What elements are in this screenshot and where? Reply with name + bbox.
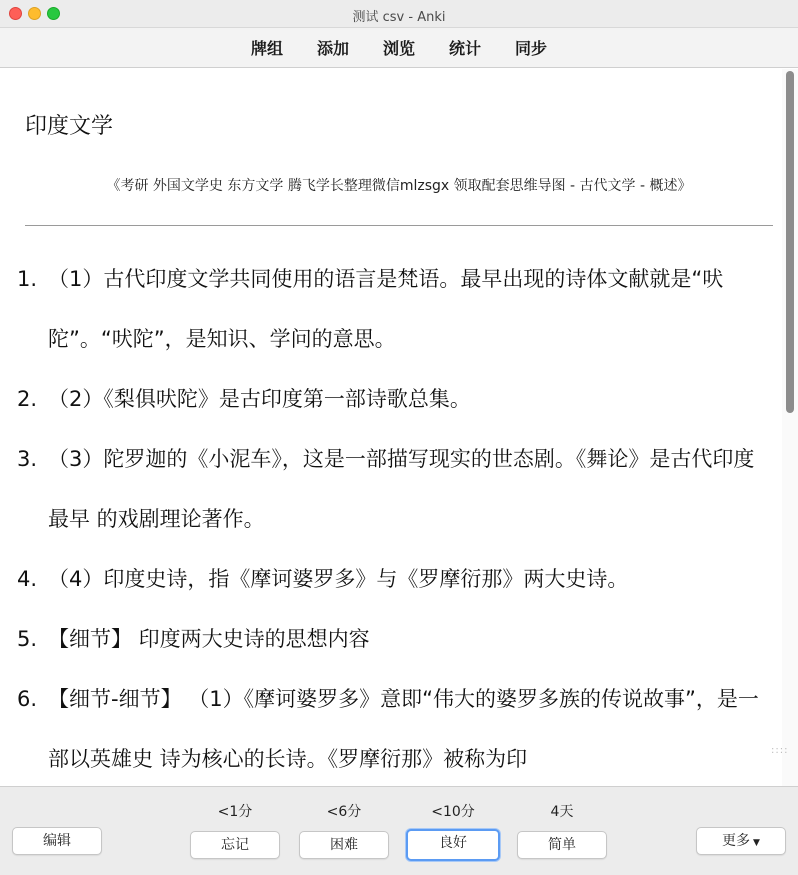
card-content [0,69,798,786]
list-item-number: 1. [17,267,38,291]
answer-bar [0,786,798,875]
list-item-text: 【细节-细节】 （1）《摩诃婆罗多》意即“伟大的婆罗多族的传说故事”，是一部以英雄史 诗为核心的长诗。《罗摩衍那》被称为印 [48,687,759,771]
list-item [0,549,780,609]
good-button[interactable]: 良好 [406,829,500,861]
easy-interval: 4天 [550,804,574,820]
edit-button[interactable]: 编辑 [12,827,102,855]
list-item-number: 3. [17,447,38,471]
list-item [0,669,780,786]
list-item-number: 2. [17,387,38,411]
list-item-number: 4. [17,567,38,591]
toolbar-decks-link[interactable]: 牌组 [250,39,283,58]
list-item-number: 6. [17,687,38,711]
toolbar-add-link[interactable]: 添加 [316,39,349,58]
list-item-number: 5. [17,627,38,651]
resize-handle-icon[interactable]: :::: [771,745,789,756]
more-button-label: 更多 [722,833,751,849]
more-button[interactable] [696,827,786,855]
list-item [0,369,780,429]
window-title: 测试 csv - Anki [352,10,446,25]
scrollbar-thumb[interactable] [786,71,794,413]
again-interval: <1分 [217,804,253,820]
toolbar-sync-link[interactable]: 同步 [515,39,548,58]
hard-button[interactable]: 困难 [299,831,389,859]
divider [25,225,773,226]
title-bar [0,0,798,28]
main-toolbar [0,28,798,68]
good-interval: <10分 [431,804,475,820]
list-item-text: （1）古代印度文学共同使用的语言是梵语。最早出现的诗体文献就是“吠陀”。“吠陀”，是知识、学问的意思。 [48,267,724,351]
toolbar-browse-link[interactable]: 浏览 [382,39,415,58]
card-source: 《考研 外国文学史 东方文学 腾飞学长整理微信mlzsgx 领取配套思维导图 - 古代文学 - 概述》 [106,178,692,194]
answer-list [0,249,780,786]
list-item [0,609,780,669]
list-item [0,429,780,549]
again-button[interactable]: 忘记 [190,831,280,859]
chevron-down-icon: ▼ [753,838,760,848]
list-item-text: 【细节】 印度两大史诗的思想内容 [48,627,370,651]
list-item [0,249,780,369]
easy-button[interactable]: 简单 [517,831,607,859]
card-heading: 印度文学 [25,114,114,139]
toolbar-stats-link[interactable]: 统计 [449,39,482,58]
vertical-scrollbar[interactable] [782,69,798,786]
list-item-text: （4）印度史诗，指《摩诃婆罗多》与《罗摩衍那》两大史诗。 [48,567,629,591]
hard-interval: <6分 [326,804,362,820]
list-item-text: （2）《梨俱吠陀》是古印度第一部诗歌总集。 [48,387,471,411]
list-item-text: （3）陀罗迦的《小泥车》，这是一部描写现实的世态剧。《舞论》是古代印度最早 的戏剧理论著作。 [48,447,755,531]
